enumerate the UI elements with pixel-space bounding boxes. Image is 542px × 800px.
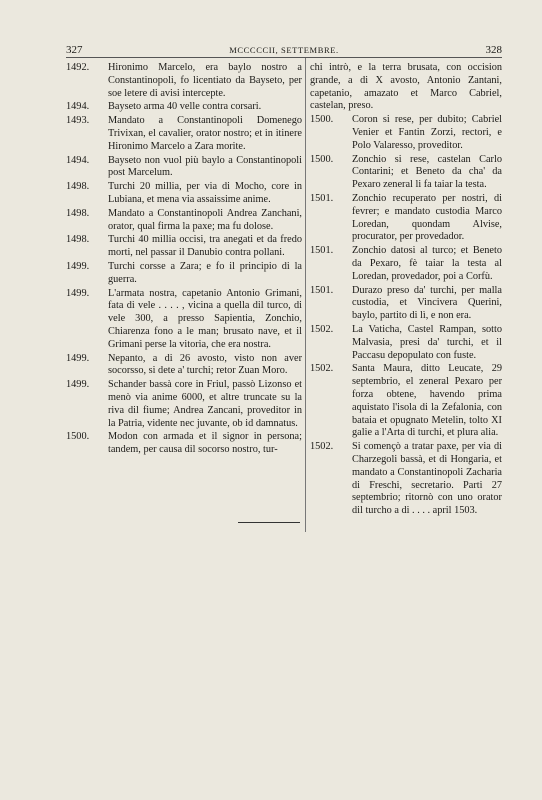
entry-text: Zonchio recuperato per nostri, di fevrer; e mandato custodia Marco Loredan, quondam Alvise, procurator, per provedador. [352, 192, 502, 243]
chronicle-entry [66, 379, 302, 430]
chronicle-entry [310, 441, 502, 518]
entry-year: 1502. [310, 363, 334, 375]
entry-text: L'armata nostra, capetanio Antonio Grimani, fata di vele . . . . , vicina a quella dil turco, di vele 300, a presso Sapientia, Zonchio, Chiarenza fono a le man; brusato nave, et il Grimani perse la vitoria, che era nostra. [108, 287, 302, 350]
entry-text: Zonchio datosi al turco; et Beneto da Pexaro, fè taiar la testa al Loredan, provedador, poi a Corfù. [352, 245, 502, 282]
entry-year: 1492. [66, 62, 90, 73]
entry-text: Hironimo Marcelo, era baylo nostro a Constantinopoli, fo licentiato da Bayseto, per soe letere di avisi intercepte. [108, 62, 302, 99]
page-header [66, 44, 502, 58]
entry-text: Santa Maura, ditto Leucate, 29 septembrio, el zeneral Pexaro per forza obtene, havendo prima aquistato l'isola di la Zefalonia, con bataia et opugnato Metelin, tolto XI galie a l'Arta di turchi, et plura alia. [352, 363, 502, 439]
entry-text: Durazo preso da' turchi, per malla custodia, et Vincivera Querini, baylo, partito di lì, e non era. [352, 284, 502, 322]
chronicle-entry [66, 155, 302, 181]
entry-year: 1493. [66, 115, 90, 127]
entry-text: Turchi 40 millia occisi, tra anegati et da fredo morti, nel passar il Danubio contra pollani. [108, 234, 302, 259]
entry-text: Mandato a Constantinopoli Domenego Trivixan, el cavalier, orator nostro; et in itinere Hironimo Marcelo a Zara morite. [108, 115, 302, 152]
entry-text: Turchi 20 millia, per via di Mocho, core in Lubiana, et mena via assaissime anime. [108, 181, 302, 205]
chronicle-entry [66, 431, 302, 457]
chronicle-entry [66, 261, 302, 287]
chronicle-entry [66, 115, 302, 153]
entry-year: 1500. [310, 153, 334, 165]
chronicle-entry [66, 234, 302, 260]
entry-year: 1494. [66, 101, 90, 113]
running-title: MCCCCCII, SETTEMBRE. [229, 45, 339, 55]
entry-text: Si començò a tratar paxe, per via di Charzegoli bassà, et di Hongaria, et mandato a Constantinopoli Zacharia di Freschi, secretario. Parti 27 septembrio; ritornò con uno orator dil turcho a di . . . . april 1503. [352, 441, 502, 517]
entry-year: 1501. [310, 192, 334, 204]
right-page-number: 328 [485, 44, 502, 56]
chronicle-entry [66, 353, 302, 379]
continued-entry-text: chi intrò, e la terra brusata, con occision grande, a di X avosto, Antonio Zantani, capetanio, amazato et Marco Cabriel, castelan, preso. [310, 62, 502, 112]
chronicle-entry [310, 245, 502, 283]
chronicle-entry [66, 62, 302, 100]
entry-text: La Vaticha, Castel Rampan, sotto Malvasia, presi da' turchi, et il Paccasu depopulato con fuste. [352, 323, 502, 361]
left-page-number: 327 [66, 44, 83, 56]
entry-text: Nepanto, a di 26 avosto, visto non aver socorsso, si dete a' turchi; retor Zuan Moro. [108, 352, 302, 377]
chronicle-entry [310, 193, 502, 244]
entry-text: Bayseto non vuol più baylo a Constantinopoli post Marcelum. [108, 154, 302, 179]
entry-text: Turchi corsse a Zara; e fo il principio di la guerra. [108, 260, 302, 285]
entry-year: 1499. [66, 287, 90, 299]
entry-year: 1499. [66, 379, 90, 391]
entry-text: Bayseto arma 40 velle contra corsari. [108, 101, 262, 113]
entry-text: Schander bassà core in Friul, passò Lizonso et menò via anime 6000, et altre truncate su la riva dil fiume; Andrea Zancani, proveditor in la Patria, vidente nec juvante, ob id damnatus. [108, 379, 302, 429]
entry-year: 1499. [66, 260, 90, 272]
chronicle-entry [310, 363, 502, 440]
entry-year: 1500. [66, 431, 90, 443]
chronicle-entry [66, 101, 302, 114]
entry-year: 1499. [66, 352, 90, 364]
entry-year: 1500. [310, 114, 334, 126]
chronicle-entry [66, 288, 302, 352]
entry-year: 1501. [310, 245, 334, 257]
chronicle-entry [66, 208, 302, 234]
entry-text: Mandato a Constantinopoli Andrea Zanchani, orator, qual firma la paxe; ma fu dolose. [108, 207, 302, 232]
chronicle-entry [310, 285, 502, 323]
entry-text: Zonchio si rese, castelan Carlo Contarini; et Beneto da cha' da Pexaro zeneral li fa taiar la testa. [352, 153, 502, 191]
entry-text: Modon con armada et il signor in persona; tandem, per causa dil socorso nostro, tur- [108, 431, 302, 456]
chronicle-entry [310, 114, 502, 152]
header-rule [66, 57, 502, 58]
end-rule [238, 522, 300, 523]
column-divider [305, 58, 306, 532]
entry-year: 1498. [66, 207, 90, 219]
chronicle-entry [66, 181, 302, 207]
entry-year: 1502. [310, 323, 334, 335]
chronicle-entry [310, 324, 502, 362]
entry-year: 1498. [66, 234, 90, 246]
right-column [310, 62, 502, 519]
entry-year: 1494. [66, 154, 90, 166]
chronicle-entry [310, 154, 502, 192]
entry-year: 1498. [66, 181, 90, 193]
entry-year: 1501. [310, 284, 334, 296]
left-column [66, 62, 302, 458]
entry-year: 1502. [310, 441, 334, 453]
entry-text: Coron si rese, per dubito; Cabriel Venier et Fantin Zorzi, rectori, e Polo Valaresso, proveditor. [352, 114, 502, 151]
